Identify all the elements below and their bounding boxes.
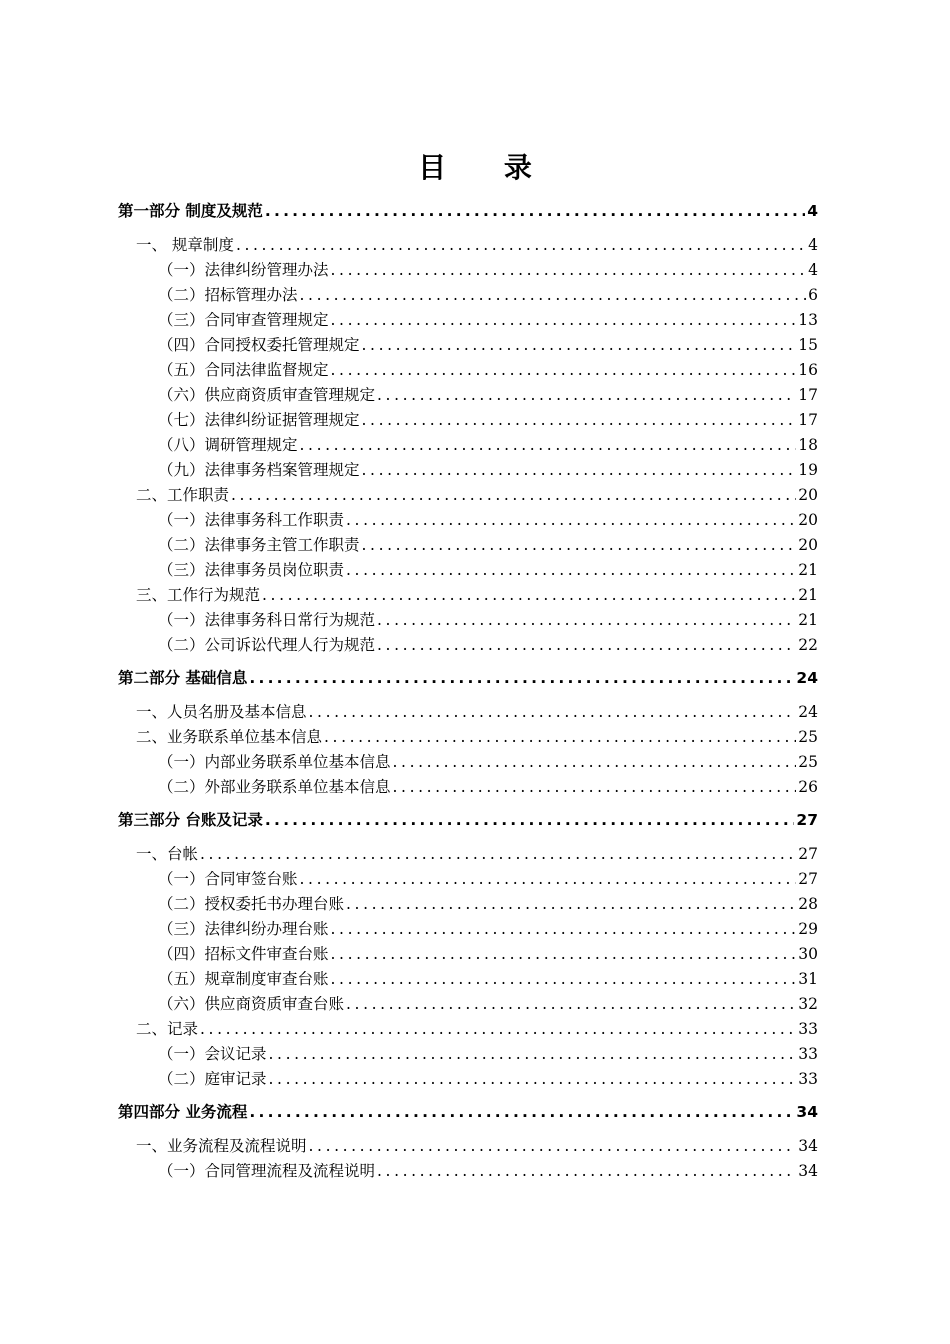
toc-entry-title: 一、人员名册及基本信息: [136, 703, 307, 721]
toc-dot-leader: [362, 533, 797, 558]
toc-subsection-entry[interactable]: [118, 892, 818, 917]
toc-dot-leader: [346, 992, 796, 1017]
toc-entry-title: 二、业务联系单位基本信息: [136, 728, 323, 746]
toc-entry-title: （九）法律事务档案管理规定: [158, 461, 360, 479]
toc-entry-title: （一）内部业务联系单位基本信息: [158, 753, 391, 771]
toc-subsection-entry[interactable]: [118, 942, 818, 967]
toc-page-number: 13: [798, 311, 818, 329]
toc-section-entry[interactable]: [118, 725, 818, 750]
toc-page-number: 22: [798, 636, 818, 654]
toc-section-entry[interactable]: [118, 483, 818, 508]
toc-subsection-entry[interactable]: [118, 633, 818, 658]
toc-subsection-entry[interactable]: [118, 1067, 818, 1092]
toc-subsection-entry[interactable]: [118, 358, 818, 383]
toc-entry-title: （三）合同审查管理规定: [158, 311, 329, 329]
toc-page-number: 20: [798, 536, 818, 554]
toc-dot-leader: [331, 308, 797, 333]
toc-entry-title: （一）法律事务科日常行为规范: [158, 611, 376, 629]
toc-subsection-entry[interactable]: [118, 333, 818, 358]
toc-subsection-entry[interactable]: [118, 967, 818, 992]
toc-page-number: 20: [798, 511, 818, 529]
toc-subsection-entry[interactable]: [118, 867, 818, 892]
toc-section-entry[interactable]: [118, 700, 818, 725]
toc-entry-title: （三）法律纠纷办理台账: [158, 920, 329, 938]
toc-page-number: 4: [808, 236, 818, 254]
toc-entry-title: （二）授权委托书办理台账: [158, 895, 345, 913]
toc-page-number: 4: [808, 261, 818, 279]
toc-dot-leader: [300, 433, 797, 458]
toc-entry-title: 第一部分 制度及规范: [118, 202, 263, 220]
toc-subsection-entry[interactable]: [118, 750, 818, 775]
toc-section-entry[interactable]: [118, 233, 818, 258]
toc-entry-title: （七）法律纠纷证据管理规定: [158, 411, 360, 429]
toc-page-number: 30: [798, 945, 818, 963]
toc-entry-title: （一）法律事务科工作职责: [158, 511, 345, 529]
toc-page-number: 21: [798, 561, 818, 579]
toc-subsection-entry[interactable]: [118, 775, 818, 800]
toc-dot-leader: [346, 558, 796, 583]
toc-subsection-entry[interactable]: [118, 1159, 818, 1184]
toc-dot-leader: [300, 283, 807, 308]
toc-dot-leader: [331, 917, 797, 942]
toc-dot-leader: [236, 233, 806, 258]
toc-page-number: 21: [798, 586, 818, 604]
toc-part-entry[interactable]: [118, 808, 818, 842]
toc-page-number: 24: [798, 703, 818, 721]
toc-dot-leader: [331, 258, 807, 283]
toc-entry-title: 第四部分 业务流程: [118, 1103, 248, 1121]
toc-dot-leader: [377, 633, 796, 658]
toc-page-number: 21: [798, 611, 818, 629]
toc-page-number: 15: [798, 336, 818, 354]
toc-page-number: 6: [808, 286, 818, 304]
toc-entry-title: 一、台帐: [136, 845, 199, 863]
toc-page-number: 31: [798, 970, 818, 988]
toc-part-entry[interactable]: [118, 1100, 818, 1134]
toc-page-number: 28: [798, 895, 818, 913]
toc-entry-title: （二）公司诉讼代理人行为规范: [158, 636, 376, 654]
toc-dot-leader: [324, 725, 796, 750]
toc-page-number: 27: [796, 811, 818, 829]
toc-page-number: 4: [807, 202, 818, 220]
toc-page-number: 32: [798, 995, 818, 1013]
toc-entry-title: （一）合同审签台账: [158, 870, 298, 888]
toc-entry-title: （三）法律事务员岗位职责: [158, 561, 345, 579]
toc-dot-leader: [362, 408, 797, 433]
toc-entry-title: （二）法律事务主管工作职责: [158, 536, 360, 554]
toc-page-number: 33: [798, 1070, 818, 1088]
toc-section-entry[interactable]: [118, 583, 818, 608]
toc-entry-title: 一、 规章制度: [136, 236, 234, 254]
toc-dot-leader: [300, 867, 797, 892]
toc-dot-leader: [362, 333, 797, 358]
toc-entry-title: （二）招标管理办法: [158, 286, 298, 304]
toc-page-number: 24: [796, 669, 818, 687]
toc-dot-leader: [265, 808, 795, 832]
toc-entry-title: （一）合同管理流程及流程说明: [158, 1162, 376, 1180]
toc-entry-title: （二）外部业务联系单位基本信息: [158, 778, 391, 796]
toc-dot-leader: [393, 775, 797, 800]
toc-part-entry[interactable]: [118, 199, 818, 233]
toc-dot-leader: [262, 583, 796, 608]
toc-subsection-entry[interactable]: [118, 992, 818, 1017]
toc-dot-leader: [346, 892, 796, 917]
toc-subsection-entry[interactable]: [118, 917, 818, 942]
toc-dot-leader: [200, 842, 796, 867]
toc-section-entry[interactable]: [118, 842, 818, 867]
toc-subsection-entry[interactable]: [118, 458, 818, 483]
toc-page-number: 34: [796, 1103, 818, 1121]
toc-dot-leader: [249, 1100, 794, 1124]
toc-part-entry[interactable]: [118, 666, 818, 700]
toc-entry-title: 一、业务流程及流程说明: [136, 1137, 307, 1155]
toc-dot-leader: [231, 483, 796, 508]
toc-page-number: 25: [798, 728, 818, 746]
toc-entry-title: （一）会议记录: [158, 1045, 267, 1063]
toc-dot-leader: [377, 1159, 796, 1184]
toc-dot-leader: [346, 508, 796, 533]
toc-dot-leader: [269, 1042, 797, 1067]
toc-page-number: 29: [798, 920, 818, 938]
toc-page-number: 34: [798, 1162, 818, 1180]
toc-dot-leader: [377, 608, 796, 633]
toc-entry-title: （一）法律纠纷管理办法: [158, 261, 329, 279]
toc-entry-title: （八）调研管理规定: [158, 436, 298, 454]
toc-dot-leader: [362, 458, 797, 483]
toc-entry-title: 第三部分 台账及记录: [118, 811, 263, 829]
toc-page-number: 16: [798, 361, 818, 379]
toc-dot-leader: [200, 1017, 796, 1042]
toc-dot-leader: [249, 666, 794, 690]
toc-page-number: 33: [798, 1020, 818, 1038]
toc-dot-leader: [331, 358, 797, 383]
toc-page-number: 17: [798, 386, 818, 404]
toc-entry-title: （六）供应商资质审查台账: [158, 995, 345, 1013]
toc-subsection-entry[interactable]: [118, 608, 818, 633]
toc-entry-title: （五）合同法律监督规定: [158, 361, 329, 379]
table-of-contents: [118, 199, 818, 1184]
toc-subsection-entry[interactable]: [118, 1042, 818, 1067]
toc-entry-title: （五）规章制度审查台账: [158, 970, 329, 988]
toc-page-number: 26: [798, 778, 818, 796]
toc-page-number: 33: [798, 1045, 818, 1063]
toc-subsection-entry[interactable]: [118, 433, 818, 458]
page-title: 目 录: [418, 151, 556, 184]
toc-entry-title: 二、记录: [136, 1020, 199, 1038]
toc-subsection-entry[interactable]: [118, 283, 818, 308]
toc-entry-title: （四）招标文件审查台账: [158, 945, 329, 963]
toc-section-entry[interactable]: [118, 1017, 818, 1042]
toc-page-number: 19: [798, 461, 818, 479]
toc-subsection-entry[interactable]: [118, 408, 818, 433]
toc-entry-title: 二、工作职责: [136, 486, 230, 504]
toc-entry-title: 第二部分 基础信息: [118, 669, 248, 687]
toc-subsection-entry[interactable]: [118, 508, 818, 533]
toc-page-number: 17: [798, 411, 818, 429]
toc-entry-title: 三、工作行为规范: [136, 586, 261, 604]
toc-entry-title: （六）供应商资质审查管理规定: [158, 386, 376, 404]
toc-page-number: 25: [798, 753, 818, 771]
toc-dot-leader: [331, 942, 797, 967]
toc-page-number: 27: [798, 845, 818, 863]
toc-dot-leader: [309, 700, 797, 725]
toc-dot-leader: [393, 750, 797, 775]
toc-page-number: 18: [798, 436, 818, 454]
toc-entry-title: （二）庭审记录: [158, 1070, 267, 1088]
toc-page-number: 27: [798, 870, 818, 888]
toc-dot-leader: [331, 967, 797, 992]
toc-dot-leader: [377, 383, 796, 408]
toc-subsection-entry[interactable]: [118, 258, 818, 283]
toc-subsection-entry[interactable]: [118, 533, 818, 558]
toc-page-number: 34: [798, 1137, 818, 1155]
toc-dot-leader: [309, 1134, 797, 1159]
toc-subsection-entry[interactable]: [118, 383, 818, 408]
toc-subsection-entry[interactable]: [118, 558, 818, 583]
toc-dot-leader: [265, 199, 805, 223]
toc-dot-leader: [269, 1067, 797, 1092]
toc-section-entry[interactable]: [118, 1134, 818, 1159]
toc-subsection-entry[interactable]: [118, 308, 818, 333]
toc-entry-title: （四）合同授权委托管理规定: [158, 336, 360, 354]
toc-page-number: 20: [798, 486, 818, 504]
